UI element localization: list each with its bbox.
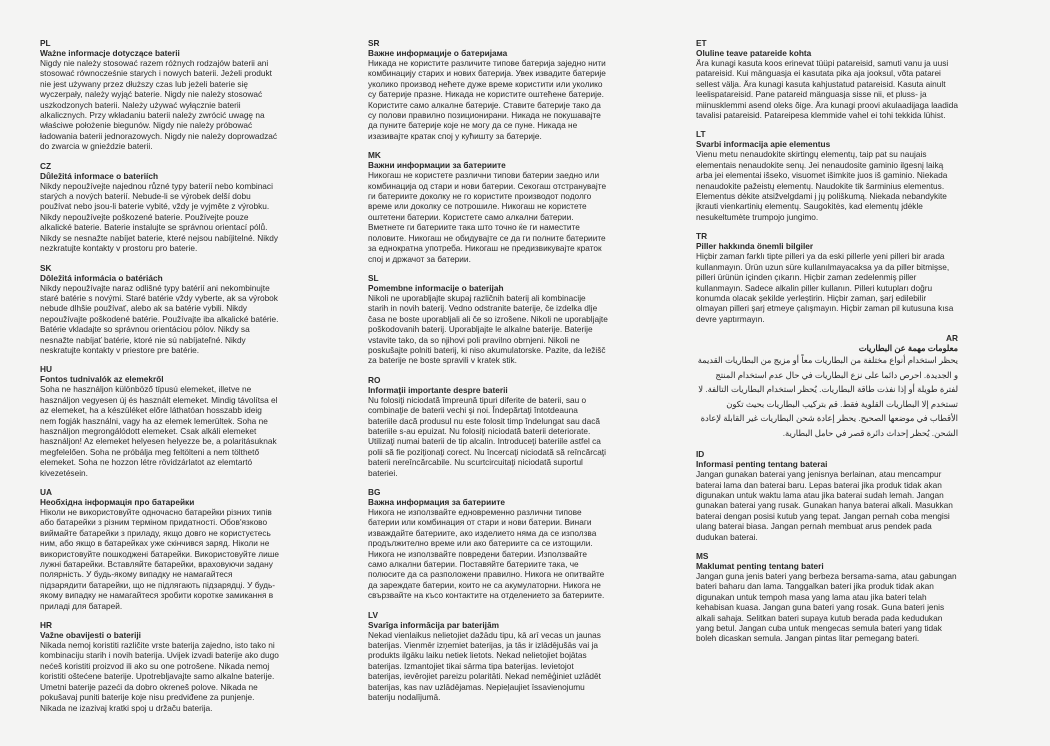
lang-section-ua [40,487,280,611]
section-body: Nikada nemoj koristiti različite vrste baterija zajedno, isto tako ni kombinaciju starih i novih baterija. Uvijek izvadi baterije ako dugo nećeš koristiti proizvod ili ako su one potrošene. Nikada nemoj koristiti oštećene baterije. Upotrebljavajte samo alkalne baterije. Umetni baterije pazeći da dobro okreneš polove. Nikada ne pokušavaj puniti baterije koje nisu predviđene za punjenje. Nikada ne izazivaj kratki spoj u držaču baterija. [40,640,279,713]
column-2 [368,38,608,712]
language-code: ID [696,449,705,460]
lang-section-hr [40,620,280,713]
section-body: Никада не користите различите типове батерија заједно нити комбинацију старих и нових батерија. Увек извадите батерије уколико производ нећете дуже време користити или уколико су батерије празне. Никада не користите оштећене батерије. Користите само алкалне батерије. Ставите батерије тако да су полови правилно позиционирани. Никада не покушавајте да пуните батерије које не могу да се пуне. Никада не изазивајте кратак спој у кућишту за батерије. [368,58,606,141]
language-code: AR [946,333,958,344]
column-1 [40,38,280,722]
section-body: Nigdy nie należy stosować razem różnych rodzajów baterii ani stosować równocześnie starych i nowych baterii. Jeżeli produkt nie jest używany przez dłuższy czas lub jeżeli baterie się wyczerpały, należy wyjąć baterie. Nigdy nie należy stosować uszkodzonych baterii. Należy używać wyłącznie baterii alkalicznych. Przy wkładaniu baterii należy zwrócić uwagę na właściwe położenie biegunów. Nigdy nie należy próbować ładowania baterii jednorazowych. Nigdy nie należy doprowadzać do zwarcia w gnieździe baterii. [40,58,278,152]
section-title: Необхідна інформація про батарейки [40,497,195,507]
language-code: SL [368,272,379,283]
language-code: SR [368,38,380,48]
section-title: Svarbi informacija apie elementus [696,139,831,150]
section-body: Nu folosiţi niciodată împreună tipuri diferite de baterii, sau o combinaţie de baterii vechi şi noi. Îndepărtaţi întotdeauna bateriile dacă produsul nu este folosit timp îndelungat sau dacă bateriile s-au epuizat. Nu folosiţi niciodată baterii deteriorate. Utilizaţi numai baterii de tip alcalin. Introduceţi bateriile astfel ca polii să fie poziţionaţi corect. Nu încercaţi niciodată să reîncărcaţi baterii nereîncărcabile. Nu scurtcircuitaţi niciodată suportul bateriei. [368,394,606,478]
language-code: SK [40,262,52,273]
language-code: MK [368,150,381,161]
language-code: MS [696,550,709,561]
section-body: Nekad vienlaikus nelietojiet dažādu tipu, kā arī vecas un jaunas baterijas. Vienmēr izņemiet baterijas, ja tās ir izlādējušās vai ja produkts ilgāku laiku netiek lietots. Nekad nelietojiet bojātas baterijas. Izmantojiet tikai sārma tipa baterijas. Ievietojot baterijas, ievērojiet pareizu polaritāti. Nekad nemēģiniet uzlādēt baterijas, kas nav uzlādējamas. Nepieļaujiet īssavienojumu bateriju nodalījumā. [368,629,601,703]
section-title: Pomembne informacije o baterijah [368,282,504,293]
section-body: Jangan guna jenis bateri yang berbeza bersama-sama, atau gabungan bateri baharu dan lama. Tanggalkan bateri jika produk tidak akan digunakan untuk tempoh masa yang lama atau jika bateri telah kehabisan kuasa. Jangan guna bateri yang rosak. Guna bateri jenis alkali sahaja. Selitkan bateri supaya kutub berada pada kedudukan yang betul. Jangan cuba untuk mengecas semula bateri yang tidak boleh dicaskan semula. Jangan pintas litar pemegang bateri. [696,570,957,644]
lang-section-et [696,38,958,120]
lang-section-sr [368,38,608,141]
lang-section-pl [40,38,280,152]
lang-section-ms [696,551,958,644]
language-code: HR [40,620,52,631]
section-body: Vienu metu nenaudokite skirtingų elementų, taip pat su naujais elementais nenaudokite senų. Jei nenaudosite gaminio ilgesnį laiką arba jei elementai išseko, visuomet išimkite juos iš gaminio. Niekada nenaudokite pažeistų elementų. Naudokite tik šarminius elementus. Elementus dėkite atsižvelgdami į jų poliškumą. Niekada nebandykite įkrauti vienkartinių elementų. Saugokitės, kad elementų jdėkle nesukeltumėte trumpojo jungimo. [696,149,948,222]
section-body: Ніколи не використовуйте одночасно батарейки різних типів або батарейки з різним терміном придатності. Обов'язково виймайте батарейки з приладу, якщо довго не користуєтесь ним, або якщо в батарейках уже скінчився заряд. Ніколи не використовуйте пошкоджені батарейки. Використовуйте лише лужні батарейки. Вставляйте батарейки, враховуючи задану полярність. У будь-якому випадку не намагайтеся підзарядити батарейки, що не підлягають підзарядці. У будь-якому випадку не намагайтеся зробити коротке замикання в приладі для батарей. [40,507,280,611]
section-body: Hiçbir zaman farklı tipte pilleri ya da eski pillerle yeni pilleri bir arada kullanmayın. Ürün uzun süre kullanılmayacaksa ya da piller bitmişse, pilleri ürünün içinden çıkarın. Hiçbir zaman zedelenmiş piller kullanmayın. Sadece alkalin piller kullanın. Pilleri kutupları doğru konumda olacak şekilde yerleştirin. Hiçbir zaman, şarj edilebilir olmayan pilleri şarj etmeye çalışmayın. Hiçbir zaman pil kutusuna kısa devre yaptırmayın. [696,251,954,324]
section-title: Informasi penting tentang baterai [696,459,828,470]
section-title: Maklumat penting tentang bateri [696,560,824,571]
lang-section-sl [368,273,608,366]
section-title: Svarīga informācija par baterijām [368,619,499,630]
section-title: Důležitá informace o bateriích [40,170,159,181]
section-body: Nikdy nepoužívejte najednou různé typy baterií nebo kombinaci starých a nových baterií. Nebude-li se výrobek delší dobu používat nebo jsou-li baterie vybité, vždy je vyjměte z výrobku. Nikdy nepoužívejte poškozené baterie. Používejte pouze alkalické baterie. Baterie instalujte se správnou orientací pólů. Nikdy se nesnažte nabíjet baterie, které nejsou nabíjitelné. Nikdy nezkratujte kontakty v prostoru pro baterie. [40,180,278,254]
section-body: Nikoli ne uporabljajte skupaj različnih baterij ali kombinacije starih in novih baterij. Vedno odstranite baterije, če izdelka dlje časa ne boste uporabljali ali če so izrošene. Nikoli ne uporabljajte poškodovanih baterij. Uporabljajte le alkalne baterije. Baterije vstavite tako, da so njihovi poli pravilno obrnjeni. Nikoli ne poskušajte polniti baterij, ki niso akumulatorske. Pazite, da ležišč za baterije ne boste spravili v kratek stik. [368,292,608,366]
lang-section-ro [368,375,608,478]
section-body: Soha ne használjon különböző típusú elemeket, illetve ne használjon vegyesen új és használt elemeket. Mindig távolítsa el az elemeket, ha a készüléket előre láthatóan hosszabb ideig nem fogják használni, vagy ha az elemek lemerültek. Soha ne használjon megrongálódott elemeket. Csak alkáli elemeket használjon! Az elemeket helyesen helyezze be, a polaritásuknak megfelelően. Soha ne próbálja meg feltölteni a nem tölthető elemeket. Soha ne hozzon létre rövidzárlatot az elemtartó kivezetésein. [40,384,278,478]
lang-section-ar [696,333,958,440]
language-code: UA [40,487,52,497]
lang-section-lv [368,610,608,703]
lang-section-tr [696,231,958,324]
lang-section-sk [40,263,280,356]
section-title: Важни информации за батериите [368,160,506,171]
section-title: Dôležitá informácia o batériách [40,272,163,283]
lang-section-bg [368,487,608,601]
lang-section-mk [368,150,608,264]
section-title: Важна информация за батериите [368,497,505,507]
language-code: ET [696,38,707,48]
section-title: Важне информације о батеријама [368,48,508,58]
section-body: Nikdy nepoužívajte naraz odlišné typy batérií ani nekombinujte staré batérie s novými. Staré batérie vždy vyberte, ak sa výrobok nebude dlhšie používať, alebo ak sa batérie vybili. Nikdy nepoužívajte poškodené batérie. Používajte iba alkalické batérie. Batérie vkladajte so správnou orientáciou pólov. Nikdy sa nesnažte nabíjať batérie, ktoré nie sú nabíjateľné. Nikdy neskratujte kontakty v priestore pre batérie. [40,282,279,355]
section-body: Ära kunagi kasuta koos erinevat tüüpi patareisid, samuti vanu ja uusi patareisid. Kui mänguasja ei kasutata pika aja jooksul, võta patarei sellest välja. Ära kunagi kasuta kahjustatud patareisid. Kasuta ainult leelispatareisid. Pane patareid mänguasja sisse nii, et pluss- ja miinusklemmi asend oleks õige. Ära kunagi proovi akulaadijaga laadida tavalisi patareisid. Patareipesa klemmide vahel ei tohi tekkida lühist. [696,58,958,121]
section-body: Никогаш не користете различни типови батерии заедно или комбинација од стари и нови батерии. Секогаш отстранувајте ги батериите доколку не го користите производот подолго време или доколку се потрошиле. Никогаш не користете оштетени батерии. Користете само алкални батерии. Вметнете ги батериите така што точно ќе ги наместите половите. Никогаш не обидувајте се да ги полните батериите за еднократна употреба. Никогаш не предизвикувајте краток спој и држачот за батерии. [368,170,607,264]
lang-section-lt [696,129,958,222]
section-title: Fontos tudnivalók az elemekről [40,374,164,385]
language-code: RO [368,374,381,385]
language-code: LV [368,609,378,620]
section-body: يحظر استخدام أنواع مختلفة من البطاريات معاً أو مزيج من البطاريات القديمة و الجديدة. احرص دائما على نزع البطاريات في حال عدم استخدام المنتج لفترة طويلة أو إذا نفذت طاقة البطاريات. يُحظر استخدام البطاريات التالفة. لا تستخدم إلا البطاريات القلوية فقط. قم بتركيب البطاريات بحيث تكون الأقطاب في موضعها الصحيح. يحظر إعادة شحن البطاريات غير القابلة لإعادة الشحن. يُحظر إحداث دائرة قصر في حامل البطارية. [697,355,958,438]
language-code: LT [696,129,706,140]
language-code: CZ [40,160,52,171]
language-code: BG [368,487,381,497]
section-title: Ważne informacje dotyczące baterii [40,48,180,58]
section-title: معلومات مهمة عن البطاريات [858,343,958,354]
column-3 [696,38,958,653]
section-title: Informaţii importante despre baterii [368,384,508,395]
section-title: Piller hakkında önemli bilgiler [696,241,814,252]
section-body: Никога не използвайте едновременно различни типове батерии или комбинация от стари и нови батерии. Винаги изваждайте батериите, ако изделието няма да се използва продължително време или ако батериите са се изтощили. Никога не използвайте повредени батерии. Използвайте само алкални батерии. Поставяйте батериите така, че полюсите да са разположени правилно. Никога не опитвайте да зареждате батерии, които не са акумулаторни. Никога не свързвайте на късо контактите на отделението за батериите. [368,507,605,601]
language-code: TR [696,231,708,242]
lang-section-id [696,449,958,542]
language-code: PL [40,38,51,48]
language-code: HU [40,364,52,375]
lang-section-cz [40,161,280,254]
section-title: Oluline teave patareide kohta [696,48,812,58]
lang-section-hu [40,364,280,478]
section-title: Važne obavijesti o bateriji [40,630,141,641]
section-body: Jangan gunakan baterai yang jenisnya berlainan, atau mencampur baterai lama dan baterai baru. Lepas baterai jika produk tidak akan digunakan untuk waktu lama atau jika baterai sudah lemah. Jangan gunakan baterai yang rusak. Gunakan hanya baterai alkali. Masukkan baterai dengan posisi kutub yang tepat. Jangan pernah coba mengisi ulang baterai biasa. Jangan pernah membuat arus pendek pada dudukan baterai. [696,469,953,542]
